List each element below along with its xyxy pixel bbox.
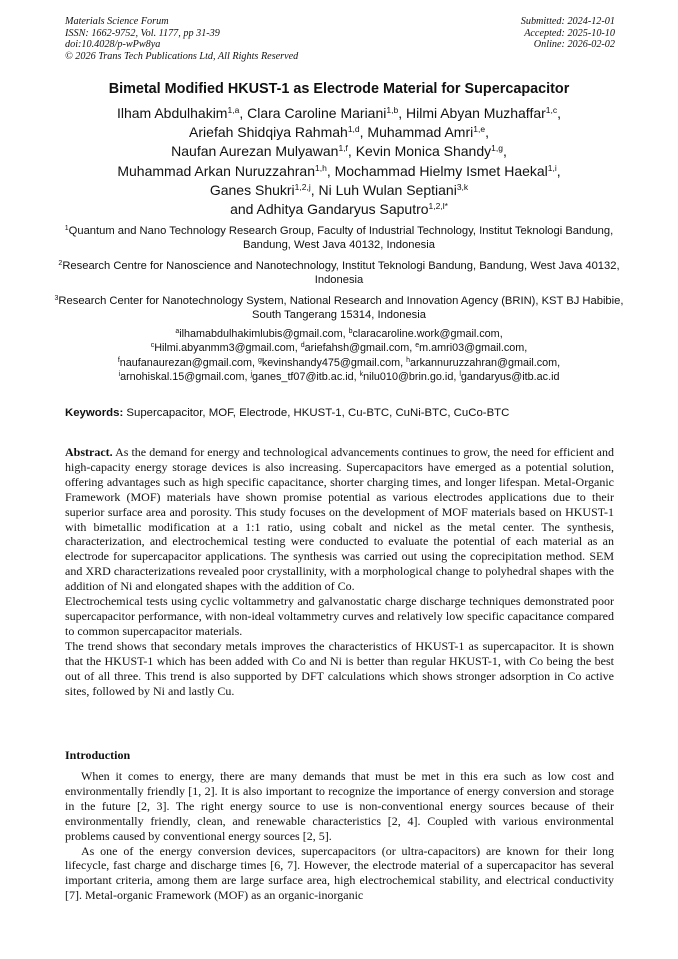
affiliation-1: $^1$Quantum and Nano Technology Research Group, Faculty of Industrial Technology, Institut Teknologi Bandung, Bandung, West Java 40132, Indonesia [64,225,614,252]
paper-title: Bimetal Modified HKUST-1 as Electrode Material for Supercapacitor [108,81,570,97]
email[interactable]: $^j$ganes_tf07@itb.ac.id [250,371,354,384]
email[interactable]: $^g$kevinshandy475@gmail.com [257,356,401,369]
abstract-paragraph: Electrochemical tests using cyclic voltammetry and galvanostatic charge discharge techniques demonstrated poor supercapacitor performance, with non-ideal voltammetry curves and relatively low specific capacitance compared to common supercapacitor materials. [65,594,614,638]
email-line: $^i$arnohiskal.15@gmail.com, $^j$ganes_tf07@itb.ac.id, $^k$nilu010@brin.go.id, $^l$gandaryus@itb.ac.id [118,371,560,384]
author: Ariefah Shidqiya Rahmah$^{1,d}$, [189,124,368,141]
email[interactable]: $^b$claracaroline.work@gmail.com [348,328,500,340]
author: Hilmi Abyan Muzhaffar$^{1,c}$, [405,105,562,121]
email[interactable]: $^i$arnohiskal.15@gmail.com [118,371,245,384]
journal-name: Materials Science Forum [65,16,169,27]
abstract-paragraph: The trend shows that secondary metals improves the characteristics of HKUST-1 as supercapacitor. It is shown that the HKUST-1 which has been added with Co and Ni is better than regular HKUST-1, with Co being the best out of all three. This trend is also supported by DFT calculations which shows stronger adsorption in Co active sites, followed by Ni and lastly Cu. [65,638,614,698]
email[interactable]: $^f$naufanaurezan@gmail.com [117,356,252,369]
accepted-date: Accepted: 2025-10-10 [524,27,615,39]
abstract-paragraph: Abstract. As the demand for energy and technological advancements continues to grow, the need for efficient and high-capacity energy storage devices is also increasing. Supercapacitors have emerged as a potential solution, offering advantages such as high specific capacitance, shorter charging times, and longer lifespan. Metal-Organic Framework (MOF) materials have shown promise potential as various electrodes applications due to their superior surface area and porosity. This study focuses on the development of MOF materials based on HKUST-1 with bimetallic modification at a 1:1 ratio, using cobalt and nickel as the metal center. The synthesis, characterization, and electrochemical testing were conducted to evaluate the potential of each material as an electrode for supercapacitor applications. The synthesis was carried out using the coprecipitation method. SEM and XRD characterizations revealed poor crystallinity, with a morphological change to polyhedral shapes with the addition of Ni and elongated shapes with the addition of Co. [65,445,614,594]
dates-info [521,16,615,51]
email[interactable]: $^c$Hilmi.abyanmm3@gmail.com [150,342,295,355]
journal-info [65,16,298,62]
affiliation-2: $^2$Research Centre for Nanoscience and Nanotechnology, Institut Teknologi Bandung, Bandung, West Java 40132, Indonesia [58,260,620,287]
section-heading-introduction: Introduction [65,748,131,762]
abstract-label: Abstract. [65,445,113,459]
abstract [65,445,614,698]
affiliation-3: $^3$Research Center for Nanotechnology System, National Research and Innovation Agency (BRIN), KST BJ Habibie, South Tangerang 15314, Indonesia [54,295,624,322]
author: and Adhitya Gandaryus Saputro$^{1,2,l*}$ [230,201,448,218]
author: Ni Luh Wulan Septiani$^{3,k}$ [318,181,469,198]
email[interactable]: $^d$ariefahsh@gmail.com [300,342,410,355]
author: Kevin Monica Shandy$^{1,g}$, [355,143,507,160]
email-list [50,327,628,385]
copyright-line: © 2026 Trans Tech Publications Ltd, All Rights Reserved [65,50,299,62]
author: Ganes Shukri$^{1,2,j}$, [209,181,319,198]
email[interactable]: $^k$nilu010@brin.go.id [359,371,454,384]
keywords [65,407,615,419]
email-line: $^a$ilhamabdulhakimlubis@gmail.com, $^b$claracaroline.work@gmail.com, [175,328,503,340]
body-paragraph: When it comes to energy, there are many demands that must be met in this era such as low cost and environmentally friendly [1, 2]. It is also important to recognize the importance of energy conversion and storage in the future [2, 3]. The right energy source to use is non-conventional energy sources because of their environmentally friendly, clean, and renewable characteristics [2, 4]. Coupled with various environmental problems caused by conventional energy sources [2, 5]. [65,769,614,843]
email[interactable]: $^h$arkannuruzzahran@gmail.com [406,356,558,369]
author: Naufan Aurezan Mulyawan$^{1,f}$, [171,143,356,160]
keywords-text: Supercapacitor, MOF, Electrode, HKUST-1, Cu-BTC, CuNi-BTC, CuCo-BTC [126,407,510,419]
issn-line: ISSN: 1662-9752, Vol. 1177, pp 31-39 [65,27,220,39]
submitted-date: Submitted: 2024-12-01 [520,16,615,27]
email[interactable]: $^l$gandaryus@itb.ac.id [459,371,560,384]
introduction-body [65,769,614,903]
email-line: $^c$Hilmi.abyanmm3@gmail.com, $^d$ariefahsh@gmail.com, $^e$m.amri03@gmail.com, [150,342,528,355]
author-list [40,104,638,219]
email-line: $^f$naufanaurezan@gmail.com, $^g$kevinshandy475@gmail.com, $^h$arkannuruzzahran@gmail.com, [117,356,561,369]
author: Clara Caroline Mariani$^{1,b}$, [247,105,406,121]
author: Ilham Abdulhakim$^{1,a}$, [116,105,248,121]
body-paragraph: As one of the energy conversion devices, supercapacitors (or ultra-capacitors) are known for their long lifecycle, fast charge and discharge times [6, 7]. However, the electrode material of a supercapacitor has several important criteria, among them are large surface area, high electrochemical stability, and electrical conductivity [7]. Metal-organic Framework (MOF) as an organic-inorganic [65,843,614,903]
keywords-label: Keywords: [65,407,124,419]
online-date: Online: 2026-02-02 [533,39,615,51]
author: Muhammad Arkan Nuruzzahran$^{1,h}$, [117,162,335,179]
author: Mochammad Hielmy Ismet Haekal$^{1,i}$, [334,162,561,179]
author: Muhammad Amri$^{1,e}$, [367,124,489,141]
email[interactable]: $^e$m.amri03@gmail.com [415,342,525,355]
email[interactable]: $^a$ilhamabdulhakimlubis@gmail.com [175,328,343,340]
doi-line[interactable]: doi:10.4028/p-wPw8ya [65,39,161,51]
